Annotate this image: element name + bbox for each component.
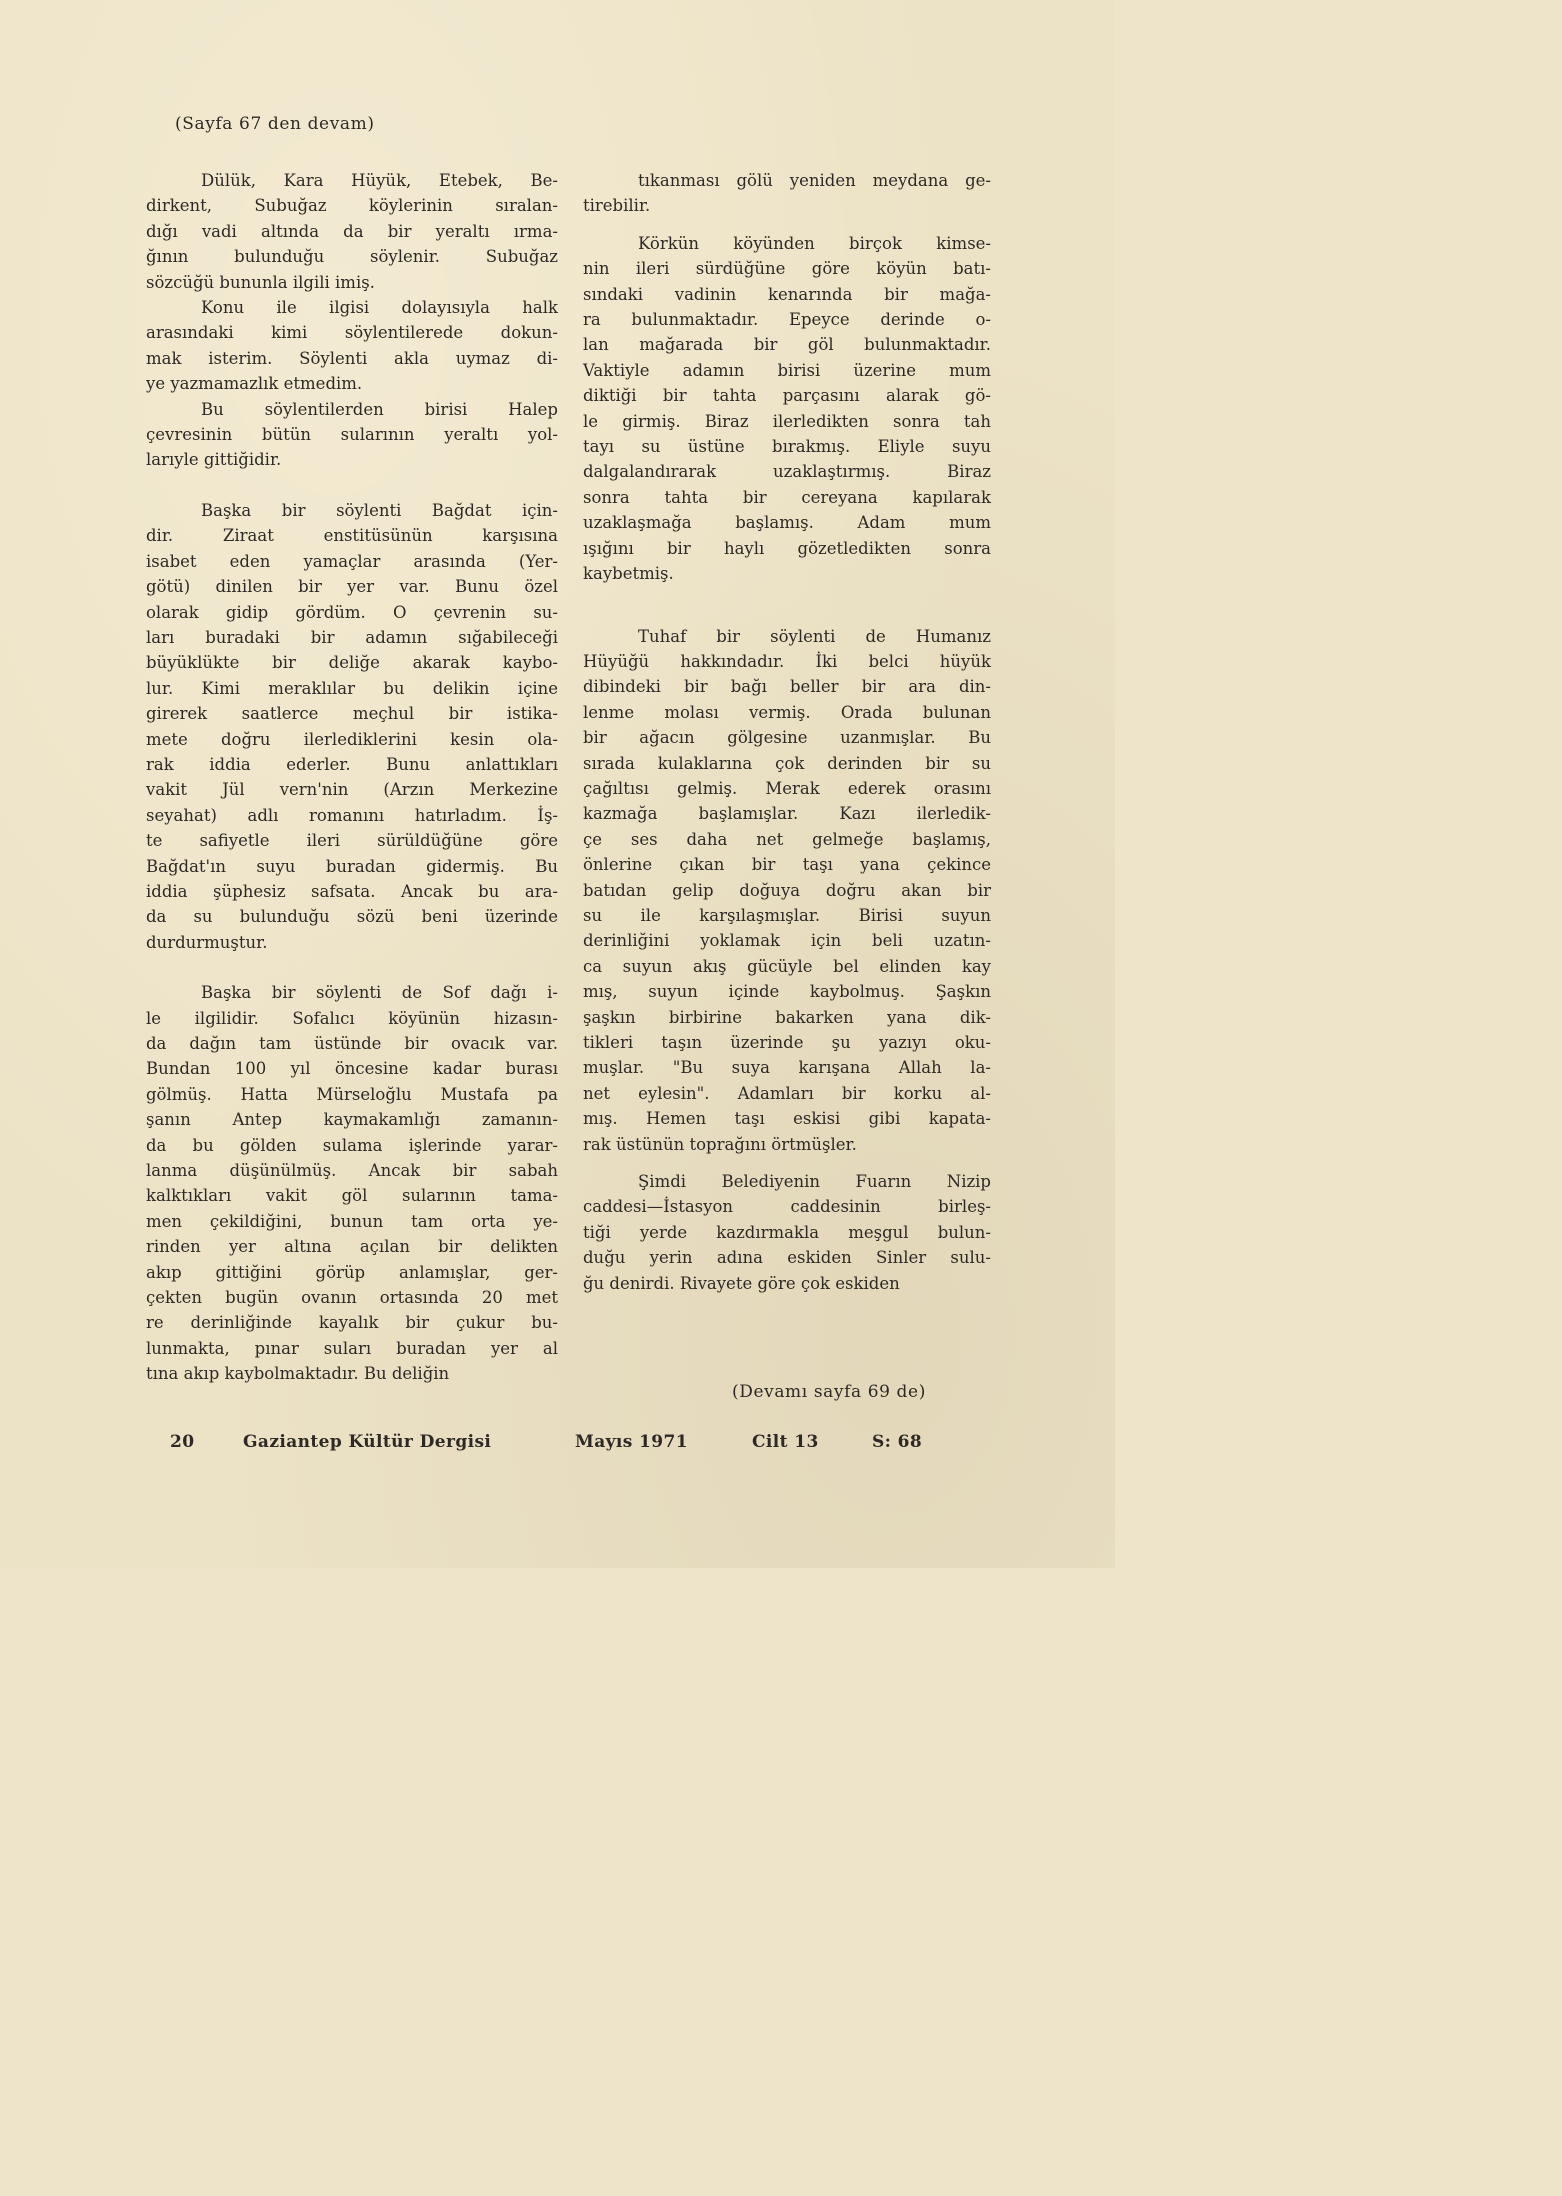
text-line: te safiyetle ileri sürüldüğüne göre: [146, 831, 558, 851]
text-line: şaşkın birbirine bakarken yana dik-: [583, 1007, 991, 1027]
text-line: akıp gittiğini görüp anlamışlar, ger-: [146, 1262, 558, 1282]
text-line: Başka bir söylenti de Sof dağı i-: [201, 983, 558, 1003]
continued-from-note: (Sayfa 67 den devam): [175, 114, 375, 134]
paragraph: [146, 168, 558, 295]
text-line: lanma düşünülmüş. Ancak bir sabah: [146, 1161, 558, 1181]
text-line: net eylesin". Adamları bir korku al-: [583, 1083, 991, 1103]
text-line: nin ileri sürdüğüne göre köyün batı-: [583, 259, 991, 279]
text-line: uzaklaşmağa başlamış. Adam mum: [583, 513, 991, 533]
text-line: mış, suyun içinde kaybolmuş. Şaşkın: [583, 982, 991, 1002]
right-column: [583, 168, 991, 1296]
text-line: sındaki vadinin kenarında bir mağa-: [583, 284, 991, 304]
spacer: [583, 587, 991, 612]
text-line: kaybetmiş.: [583, 564, 674, 584]
issue-date: Mayıs 1971: [575, 1432, 688, 1452]
paragraph: [146, 295, 558, 397]
paragraph: [583, 624, 991, 1158]
text-line: rak iddia ederler. Bunu anlattıkları: [146, 754, 558, 774]
text-line: çevresinin bütün sularının yeraltı yol-: [146, 425, 558, 445]
page-number: 20: [170, 1432, 195, 1452]
text-line: rak üstünün toprağını örtmüşler.: [583, 1134, 857, 1154]
text-line: tıkanması gölü yeniden meydana ge-: [638, 171, 991, 190]
text-line: ları buradaki bir adamın sığabileceği: [146, 627, 558, 647]
text-line: Tuhaf bir söylenti de Humanız: [638, 626, 991, 646]
text-line: olarak gidip gördüm. O çevrenin su-: [146, 602, 558, 622]
text-line: su ile karşılaşmışlar. Birisi suyun: [583, 905, 991, 925]
text-line: Vaktiyle adamın birisi üzerine mum: [583, 360, 991, 380]
text-line: ğu denirdi. Rivayete göre çok eskiden: [583, 1273, 900, 1293]
text-line: le ilgilidir. Sofalıcı köyünün hizasın-: [146, 1008, 558, 1028]
spacer: [146, 955, 558, 980]
text-line: Körkün köyünden birçok kimse-: [638, 233, 991, 253]
left-column: [146, 168, 558, 1387]
text-line: lenme molası vermiş. Orada bulunan: [583, 702, 991, 722]
text-line: tayı su üstüne bırakmış. Eliyle suyu: [583, 437, 991, 457]
continued-to-note: (Devamı sayfa 69 de): [732, 1382, 926, 1402]
text-line: çe ses daha net gelmeğe başlamış,: [583, 829, 991, 849]
text-line: Bu söylentilerden birisi Halep: [201, 399, 558, 419]
spacer: [583, 219, 991, 231]
text-line: Dülük, Kara Hüyük, Etebek, Be-: [201, 171, 558, 190]
text-line: da bu gölden sulama işlerinde yarar-: [146, 1135, 558, 1155]
page-footer: [0, 1432, 1115, 1456]
text-line: re derinliğinde kayalık bir çukur bu-: [146, 1313, 558, 1333]
paragraph: [583, 168, 991, 219]
text-line: caddesi—İstasyon caddesinin birleş-: [583, 1197, 991, 1217]
text-line: vakit Jül vern'nin (Arzın Merkezine: [146, 780, 558, 800]
volume-number: Cilt 13: [752, 1432, 819, 1452]
text-line: duğu yerin adına eskiden Sinler sulu-: [583, 1248, 991, 1268]
text-line: kalktıkları vakit göl sularının tama-: [146, 1186, 558, 1206]
text-line: arasındaki kimi söylentilerede dokun-: [146, 323, 558, 343]
text-line: Hüyüğü hakkındadır. İki belci hüyük: [583, 651, 991, 671]
spacer: [583, 612, 991, 624]
text-line: gölmüş. Hatta Mürseloğlu Mustafa pa: [146, 1084, 558, 1104]
paragraph: [146, 397, 558, 473]
paragraph: [146, 980, 558, 1387]
paragraph: [583, 231, 991, 587]
text-line: dirkent, Subuğaz köylerinin sıralan-: [146, 196, 558, 216]
text-line: iddia şüphesiz safsata. Ancak bu ara-: [146, 881, 558, 901]
paragraph: [146, 498, 558, 955]
text-line: kazmağa başlamışlar. Kazı ilerledik-: [583, 804, 991, 824]
text-line: önlerine çıkan bir taşı yana çekince: [583, 855, 991, 875]
text-line: tına akıp kaybolmaktadır. Bu deliğin: [146, 1364, 450, 1384]
text-line: larıyle gittiğidir.: [146, 450, 282, 470]
text-line: Bağdat'ın suyu buradan gidermiş. Bu: [146, 856, 558, 876]
spacer: [583, 1157, 991, 1169]
text-line: dibindeki bir bağı beller bir ara din-: [583, 677, 991, 697]
text-line: le girmiş. Biraz ilerledikten sonra tah: [583, 411, 991, 431]
paragraph: [583, 1169, 991, 1296]
text-line: tikleri taşın üzerinde şu yazıyı oku-: [583, 1033, 991, 1052]
text-line: rinden yer altına açılan bir delikten: [146, 1237, 558, 1257]
text-line: lur. Kimi meraklılar bu delikin içine: [146, 678, 558, 698]
text-line: çekten bugün ovanın ortasında 20 met: [146, 1288, 558, 1308]
text-line: durdurmuştur.: [146, 932, 268, 952]
text-line: ışığını bir haylı gözetledikten sonra: [583, 538, 991, 558]
text-line: bir ağacın gölgesine uzanmışlar. Bu: [583, 728, 991, 748]
text-line: da su bulunduğu sözü beni üzerinde: [146, 907, 558, 927]
text-line: mak isterim. Söylenti akla uymaz di-: [146, 348, 558, 368]
text-line: ra bulunmaktadır. Epeyce derinde o-: [583, 310, 991, 330]
text-line: sonra tahta bir cereyana kapılarak: [583, 487, 991, 507]
text-line: Konu ile ilgisi dolayısıyla halk: [201, 298, 558, 318]
text-line: dalgalandırarak uzaklaştırmış. Biraz: [583, 462, 991, 482]
text-line: derinliğini yoklamak için beli uzatın-: [583, 931, 991, 951]
text-line: lan mağarada bir göl bulunmaktadır.: [583, 335, 991, 355]
text-line: ye yazmamazlık etmedim.: [146, 374, 363, 394]
text-line: götü) dinilen bir yer var. Bunu özel: [146, 577, 558, 597]
text-line: tirebilir.: [583, 196, 651, 216]
issue-number: S: 68: [872, 1432, 923, 1452]
text-line: ca suyun akış gücüyle bel elinden kay: [583, 956, 991, 976]
text-line: Bundan 100 yıl öncesine kadar burası: [146, 1059, 558, 1079]
text-line: lunmakta, pınar suları buradan yer al: [146, 1338, 558, 1358]
text-line: Şimdi Belediyenin Fuarın Nizip: [638, 1172, 991, 1192]
text-line: çağıltısı gelmiş. Merak ederek orasını: [583, 778, 991, 798]
text-line: mete doğru ilerlediklerini kesin ola-: [146, 729, 558, 749]
spacer: [146, 473, 558, 498]
text-line: diktiği bir tahta parçasını alarak gö-: [583, 386, 991, 406]
text-line: sırada kulaklarına çok derinden bir su: [583, 753, 991, 773]
text-line: büyüklükte bir deliğe akarak kaybo-: [146, 653, 558, 673]
text-line: dığı vadi altında da bir yeraltı ırma-: [146, 221, 558, 241]
text-line: muşlar. "Bu suya karışana Allah la-: [583, 1058, 991, 1078]
text-line: girerek saatlerce meçhul bir istika-: [146, 704, 558, 724]
magazine-name: Gaziantep Kültür Dergisi: [243, 1432, 492, 1452]
text-line: ğının bulunduğu söylenir. Subuğaz: [146, 247, 558, 267]
text-line: men çekildiğini, bunun tam orta ye-: [146, 1211, 558, 1231]
text-line: tiği yerde kazdırmakla meşgul bulun-: [583, 1222, 991, 1242]
text-line: Başka bir söylenti Bağdat için-: [201, 500, 558, 520]
text-line: da dağın tam üstünde bir ovacık var.: [146, 1034, 558, 1053]
text-line: mış. Hemen taşı eskisi gibi kapata-: [583, 1109, 991, 1129]
text-line: isabet eden yamaçlar arasında (Yer-: [146, 551, 558, 571]
text-line: şanın Antep kaymakamlığı zamanın-: [146, 1110, 558, 1130]
text-line: batıdan gelip doğuya doğru akan bir: [583, 880, 991, 900]
text-line: seyahat) adlı romanını hatırladım. İş-: [146, 805, 558, 825]
text-line: sözcüğü bununla ilgili imiş.: [146, 272, 375, 292]
text-line: dir. Ziraat enstitüsünün karşısına: [146, 526, 558, 546]
